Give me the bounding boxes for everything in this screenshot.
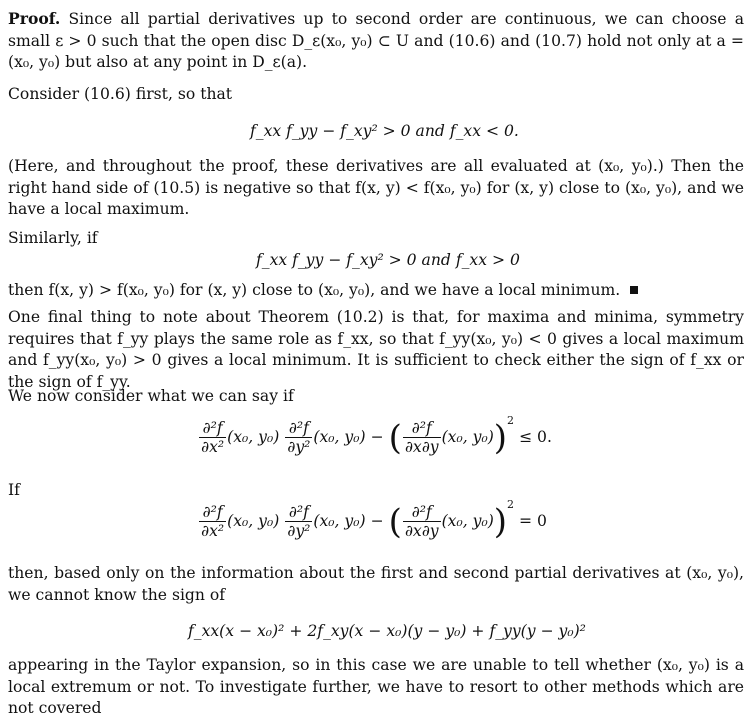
fraction-d2f-dxdy: $\frac{\text{∂²f}}{\partial x\partial y}$ [404,419,439,456]
equation-taylor-quadratic-term: f_xx(x − x₀)² + 2f_xy(x − x₀)(y − y₀) + f_yy(y − y₀)² [188,622,586,640]
then-based-paragraph: then, based only on the information about the first and second partial derivatives at (x₀, y₀), we cannot know the sign of [8,564,744,604]
appearing-paragraph: appearing in the Taylor expansion, so in this case we are unable to tell whether (x₀, y₀) is a local extremum or not. To investigate further, we have to resort to other methods which are not covered [8,656,744,717]
similarly-paragraph: Similarly, if [8,229,98,247]
we-now-paragraph: We now consider what we can say if [8,387,294,405]
here-paragraph: (Here, and throughout the proof, these derivatives are all evaluated at (x₀, y₀).) Then the right hand side of (10.5) is negative so that f(x, y) < f(x₀, y₀) for (x, y) close to (x₀, y₀), and we have a local maximum. [8,157,744,218]
fraction-d2f-dxdy: $\frac{\text{∂²f}}{\partial x\partial y}$ [404,503,439,540]
consider-paragraph: Consider (10.6) first, so that [8,85,233,103]
then-min-paragraph [8,280,744,302]
proof-paragraph [8,8,744,74]
fraction-d2f-dx2: $\frac{\text{∂²f}}{\text{∂x²}}$ [201,419,225,456]
fraction-d2f-dx2: $\frac{\text{∂²f}}{\text{∂x²}}$ [201,503,225,540]
proof-text: Since all partial derivatives up to second order are continuous, we can choose a small ε > 0 such that the open disc D_ε(x₀, y₀) ⊂ U and (10.6) and (10.7) hold not only at a = (x₀, y₀) but also at any point in D_ε(a). [8,10,744,71]
proof-label: Proof. [8,9,61,28]
fraction-d2f-dy2: $\frac{\text{∂²f}}{\text{∂y²}}$ [287,503,311,540]
if-paragraph: If [8,481,20,499]
equation-local-max-condition: f_xx f_yy − f_xy² > 0 and f_xx < 0. [250,122,519,140]
fraction-d2f-dy2: $\frac{\text{∂²f}}{\text{∂y²}}$ [287,419,311,456]
qed-square-icon [630,286,638,294]
equation-discriminant-le-zero: $\frac{\text{∂²f}}{\text{∂x²}}$ (x₀, y₀) $\frac{\text{∂²f}}{\text{∂y²}}$ (x₀, y₀) − ( $\frac{\text{∂²f}}{\partial x\partial y}$ (x₀, y₀))$^2$ ≤ 0. [201,414,552,458]
then-min-text: then f(x, y) > f(x₀, y₀) for (x, y) close to (x₀, y₀), and we have a local minimum. [8,281,621,299]
equation-discriminant-eq-zero: $\frac{\text{∂²f}}{\text{∂x²}}$ (x₀, y₀) $\frac{\text{∂²f}}{\text{∂y²}}$ (x₀, y₀) − ( $\frac{\text{∂²f}}{\partial x\partial y}$ (x₀, y₀))$^2$ = 0 [201,498,547,542]
one-final-paragraph: One final thing to note about Theorem (10.2) is that, for maxima and minima, symmetry requires that f_yy plays the same role as f_xx, so that f_yy(x₀, y₀) < 0 gives a local maximum and f_yy(x₀, y₀) > 0 gives a local minimum. It is sufficient to check either the sign of f_xx or the sign of f_yy. [8,308,744,391]
equation-local-min-condition: f_xx f_yy − f_xy² > 0 and f_xx > 0 [256,251,520,269]
